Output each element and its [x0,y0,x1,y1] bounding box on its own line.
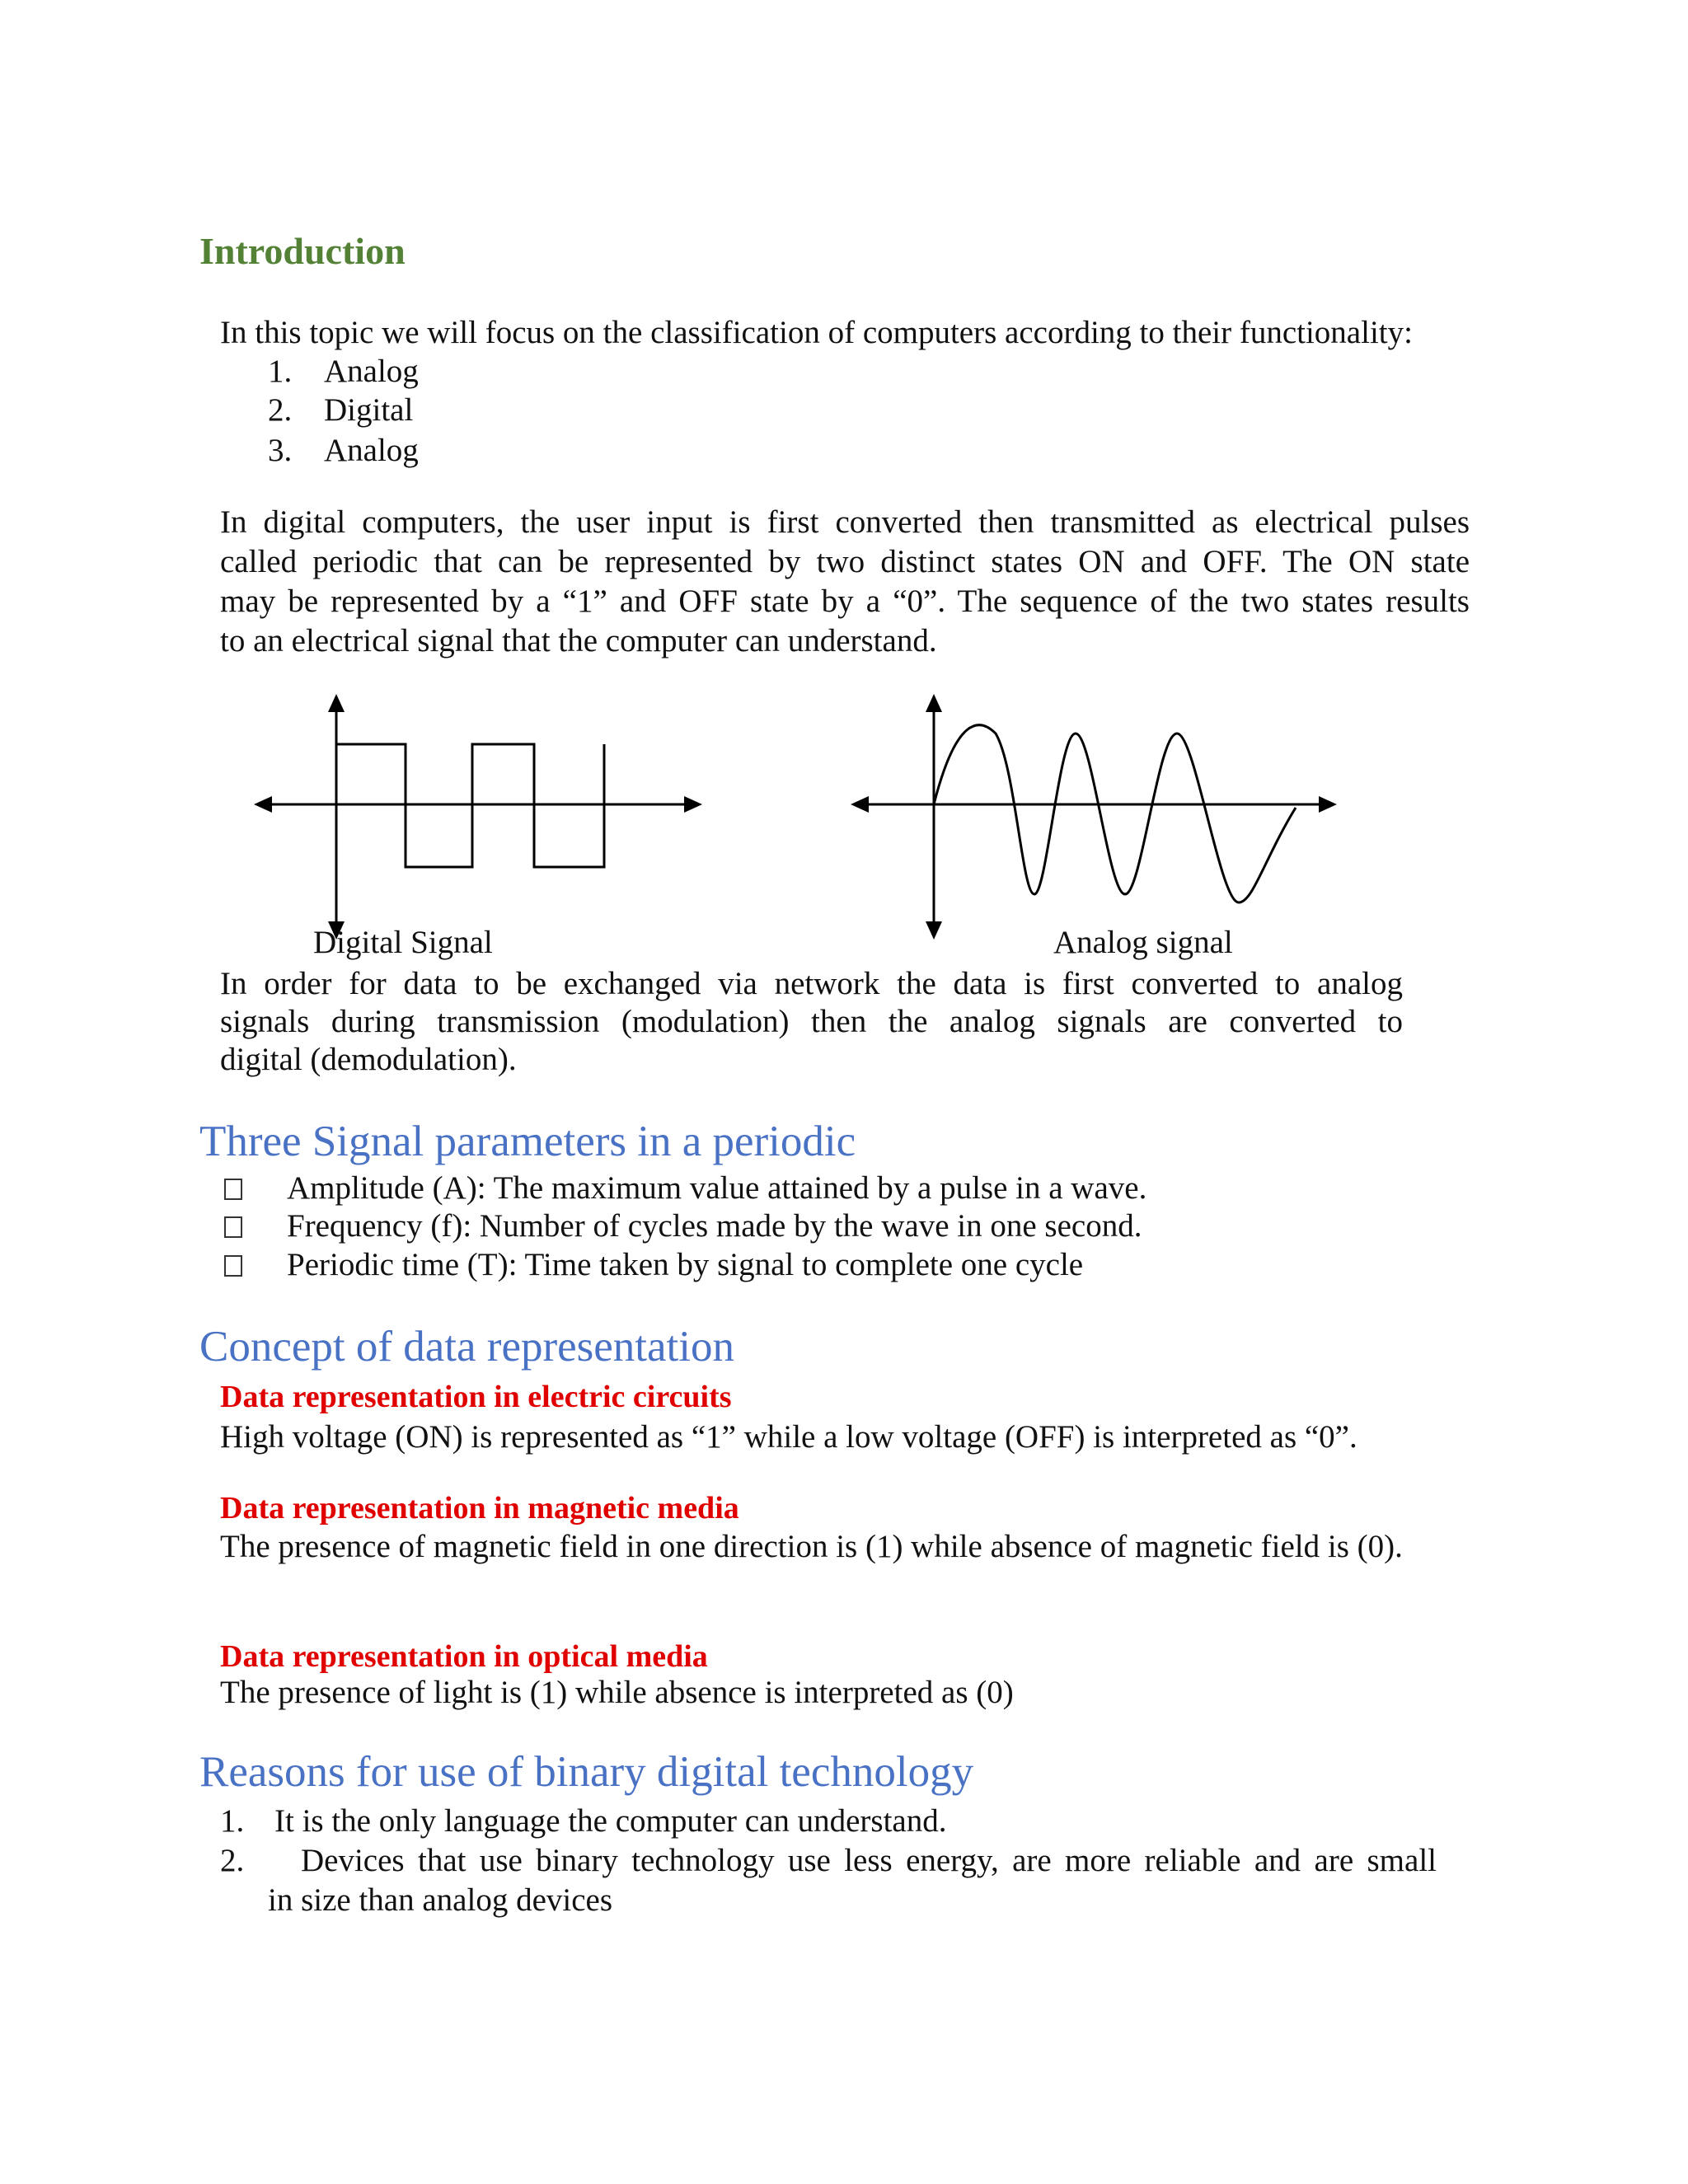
analog-x-arrow-left [851,796,869,813]
params-item: Frequency (f): Number of cycles made by the wave in one second. [287,1208,1142,1244]
reasons-item-continuation: in size than analog devices [268,1882,613,1918]
electric-heading: Data representation in electric circuits [220,1380,732,1414]
digital-paragraph-line: In digital computers, the user input is first converted then transmitted as electrical pulses [220,504,1470,540]
analog-y-arrow-down [926,921,942,940]
network-paragraph-line: digital (demodulation). [220,1042,517,1077]
electric-text: High voltage (ON) is represented as “1” while a low voltage (OFF) is interpreted as “0”. [220,1419,1357,1455]
signal-figures [0,0,1688,956]
intro-list-item: 1. [268,354,293,389]
optical-heading: Data representation in optical media [220,1639,708,1674]
intro-list-item-label: Analog [324,354,419,389]
checkbox-bullet-icon [224,1255,242,1277]
digital-paragraph-line: may be represented by a “1” and OFF state by a “0”. The sequence of the two states results [220,583,1470,619]
network-paragraph-line: signals during transmission (modulation) then the analog signals are converted to [220,1004,1403,1039]
digital-signal-figure [254,694,702,940]
intro-list-item-label: Analog [324,433,419,468]
checkbox-bullet-icon [224,1179,242,1200]
analog-signal-figure [851,694,1337,940]
digital-signal-label: Digital Signal [313,925,493,960]
intro-list-item-label: Digital [324,392,414,428]
checkbox-bullet-icon [224,1216,242,1238]
digital-x-arrow-right [684,796,702,813]
magnetic-text: The presence of magnetic field in one direction is (1) while absence of magnetic field is (0). [220,1529,1403,1564]
intro-list-item: 2. [268,392,293,428]
concept-heading: Concept of data representation [199,1323,734,1371]
optical-text: The presence of light is (1) while absence is interpreted as (0) [220,1675,1014,1710]
reasons-item-number: 2. [220,1843,245,1878]
analog-signal-label: Analog signal [1053,925,1233,960]
digital-paragraph-line: to an electrical signal that the computer can understand. [220,623,937,658]
intro-heading: Introduction [199,230,406,272]
reasons-item: Devices that use binary technology use less energy, are more reliable and are small [301,1843,1437,1878]
reasons-item-number: 1. [220,1803,245,1839]
params-item: Amplitude (A): The maximum value attained by a pulse in a wave. [287,1170,1147,1206]
intro-list-item: 3. [268,433,293,468]
reasons-heading: Reasons for use of binary digital technology [199,1748,974,1796]
digital-y-arrow-up [328,694,345,712]
params-item: Periodic time (T): Time taken by signal to complete one cycle [287,1247,1084,1282]
network-paragraph-line: In order for data to be exchanged via network the data is first converted to analog [220,966,1403,1001]
analog-y-arrow-up [926,694,942,712]
digital-paragraph-line: called periodic that can be represented by two distinct states ON and OFF. The ON state [220,544,1470,579]
analog-sine-wave [934,725,1296,902]
digital-x-arrow-left [254,796,272,813]
reasons-item: It is the only language the computer can understand. [274,1803,947,1839]
params-heading: Three Signal parameters in a periodic [199,1118,856,1165]
intro-lead: In this topic we will focus on the classification of computers according to their functionality: [220,315,1413,350]
magnetic-heading: Data representation in magnetic media [220,1491,739,1526]
analog-x-arrow-right [1319,796,1337,813]
